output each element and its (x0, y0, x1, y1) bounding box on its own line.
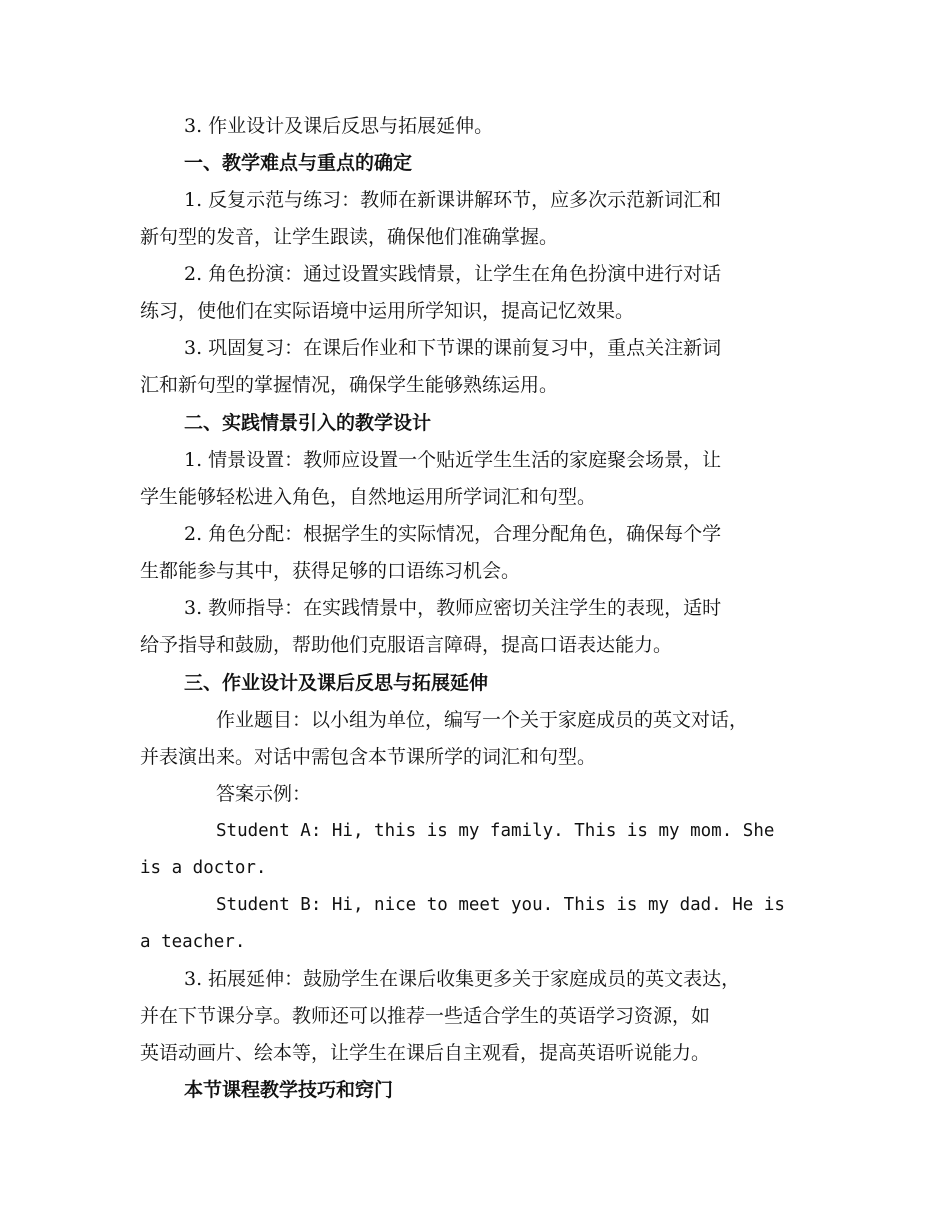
paragraph-line: 学生能够轻松进入角色，自然地运用所学词汇和句型。 (140, 486, 597, 508)
paragraph-line: 2. 角色扮演：通过设置实践情景，让学生在角色扮演中进行对话 (184, 263, 722, 285)
section-heading-1: 一、教学难点与重点的确定 (184, 152, 413, 174)
paragraph-line: 给予指导和鼓励，帮助他们克服语言障碍，提高口语表达能力。 (140, 634, 673, 656)
paragraph-line: 生都能参与其中，获得足够的口语练习机会。 (140, 560, 521, 582)
paragraph-line: 1. 反复示范与练习：教师在新课讲解环节，应多次示范新词汇和 (184, 189, 722, 211)
list-item-homework-design: 3. 作业设计及课后反思与拓展延伸。 (184, 115, 494, 137)
paragraph-line: 3. 巩固复习：在课后作业和下节课的课前复习中，重点关注新词 (184, 337, 722, 359)
section-heading-3: 三、作业设计及课后反思与拓展延伸 (184, 672, 489, 694)
dialogue-line: Student A: Hi, this is my family. This is my mom. She (216, 821, 775, 841)
paragraph-line: 2. 角色分配：根据学生的实际情况，合理分配角色，确保每个学 (184, 523, 722, 545)
paragraph-line: 练习，使他们在实际语境中运用所学知识，提高记忆效果。 (140, 300, 635, 322)
dialogue-line: a teacher. (140, 932, 246, 952)
section-heading-4: 本节课程教学技巧和窍门 (184, 1079, 394, 1101)
paragraph-line: 汇和新句型的掌握情况，确保学生能够熟练运用。 (140, 374, 559, 396)
answer-example-label: 答案示例： (216, 783, 312, 805)
section-heading-2: 二、实践情景引入的教学设计 (184, 412, 432, 434)
paragraph-line: 新句型的发音，让学生跟读，确保他们准确掌握。 (140, 226, 559, 248)
paragraph-line: 并表演出来。对话中需包含本节课所学的词汇和句型。 (140, 746, 597, 768)
dialogue-line: Student B: Hi, nice to meet you. This is my dad. He is (216, 895, 785, 915)
paragraph-line: 作业题目：以小组为单位，编写一个关于家庭成员的英文对话， (216, 709, 749, 731)
paragraph-line: 3. 教师指导：在实践情景中，教师应密切关注学生的表现，适时 (184, 597, 722, 619)
paragraph-line: 英语动画片、绘本等，让学生在课后自主观看，提高英语听说能力。 (140, 1042, 711, 1064)
paragraph-line: 并在下节课分享。教师还可以推荐一些适合学生的英语学习资源，如 (140, 1005, 711, 1027)
paragraph-line: 3. 拓展延伸：鼓励学生在课后收集更多关于家庭成员的英文表达， (184, 968, 741, 990)
dialogue-line: is a doctor. (140, 858, 267, 878)
paragraph-line: 1. 情景设置：教师应设置一个贴近学生生活的家庭聚会场景，让 (184, 449, 722, 471)
